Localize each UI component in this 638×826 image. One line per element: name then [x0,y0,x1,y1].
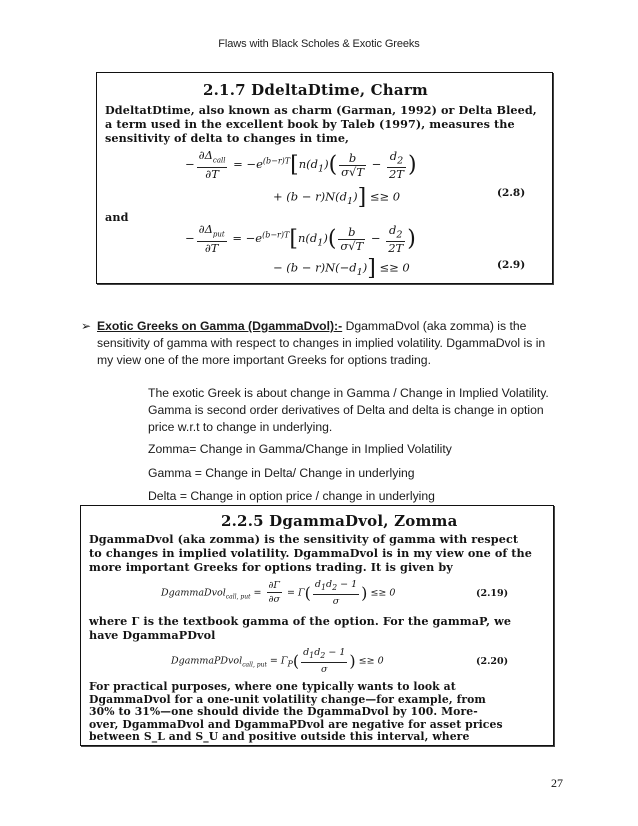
charm-put-equation: − $\frac{\partial\Delta_{put}}{\partial T}$ = $-e^{(b-r)T}[n(d_1)$( $\frac{b}{\sigma√T}$ − $\frac{d_2}{2T}$ ) [185,222,416,256]
charm-text-line-2: a term used in the excellent book by Taleb (1997), measures the [105,117,515,131]
zomma-eq-number-1: (2.19) [476,588,509,599]
zomma-bullet-paragraph [81,318,562,369]
zomma-bullet-text: DgammaDvol (aka zomma) is the sensitivity of gamma with respect to changes in implied volatility. DgammaDvol is in my view one of the more important Greeks for options trading. [97,319,546,367]
arrow-bullet-icon: ➢ [81,319,92,333]
zomma-outro-line-2: DgammaDvol for a one-unit volatility change—for example, from [89,692,486,706]
dgammadvol-equation: DgammaDvol$_{call, put}$ = $\frac{\partial\Gamma}{\partial\sigma}$ = Γ( $\frac{d_1d_2 - 1}{\sigma}$ ) ≤≥ 0 [161,579,396,607]
charm-eq-number-2: (2.9) [497,259,526,271]
zomma-outro-line-4: over, DgammaDvol and DgammaPDvol are negative for asset prices [89,717,503,731]
zomma-mid-line-1: where Γ is the textbook gamma of the option. For the gammaP, we [89,614,512,628]
zomma-bullet-heading: Exotic Greeks on Gamma (DgammaDvol):- [97,319,343,333]
zomma-outro-line-5: between S_L and S_U and positive outside this interval, where [89,730,470,743]
zomma-outro-line-1: For practical purposes, where one typically wants to look at [89,680,456,693]
charm-text-line-3: sensitivity of delta to changes in time, [105,131,350,145]
page-number: 27 [551,776,563,790]
zomma-section-title: 2.2.5 DgammaDvol, Zomma [221,512,458,530]
zomma-explanation-paragraph: The exotic Greek is about change in Gamma / Change in Implied Volatility. Gamma is second order derivatives of Delta and delta is change in option price w.r.t to change in underlying. [148,386,549,434]
page-header: Flaws with Black Scholes & Exotic Greeks [218,38,420,50]
charm-eq-number-1: (2.8) [497,187,526,199]
zomma-outro-line-3: 30% to 31%—one should divide the DgammaDvol by 100. More- [89,705,478,718]
charm-section-title: 2.1.7 DdeltaDtime, Charm [203,81,428,99]
zomma-eq-number-2: (2.20) [476,656,509,667]
charm-text-line-1: DdeltatDtime, also known as charm (Garman, 1992) or Delta Bleed, [105,103,537,117]
zomma-definition-line: Zomma= Change in Gamma/Change in Implied Volatility [148,442,452,456]
gamma-definition-line: Gamma = Change in Delta/ Change in underlying [148,466,415,480]
zomma-excerpt-image [80,505,554,746]
charm-and-word: and [105,210,129,224]
dgammapdvol-equation: DgammaPDvol$_{call, put}$ = $\Gamma_P$( $\frac{d_1d_2 - 1}{\sigma}$ ) ≤≥ 0 [171,647,384,675]
charm-excerpt-image [96,72,553,284]
charm-call-equation-line-2: + $(b - r)N(d_1)] \le\ge 0$ [273,185,401,210]
zomma-intro-line-2: to changes in implied volatility. DgammaDvol is in my view one of the [89,546,533,560]
zomma-mid-line-2: have DgammaPDvol [89,628,216,642]
zomma-intro-line-3: more important Greeks for options trading. It is given by [89,560,453,574]
charm-put-equation-line-2: − $(b - r)N(-d_1)] \le\ge 0$ [273,256,410,281]
charm-call-equation: − $\frac{\partial\Delta_{call}}{\partial T}$ = $-e^{(b-r)T}[n(d_1)$( $\frac{b}{\sigma√T}$ − $\frac{d_2}{2T}$ ) [185,148,417,182]
zomma-intro-line-1: DgammaDvol (aka zomma) is the sensitivity of gamma with respect [89,532,519,546]
delta-definition-line: Delta = Change in option price / change in underlying [148,489,435,503]
